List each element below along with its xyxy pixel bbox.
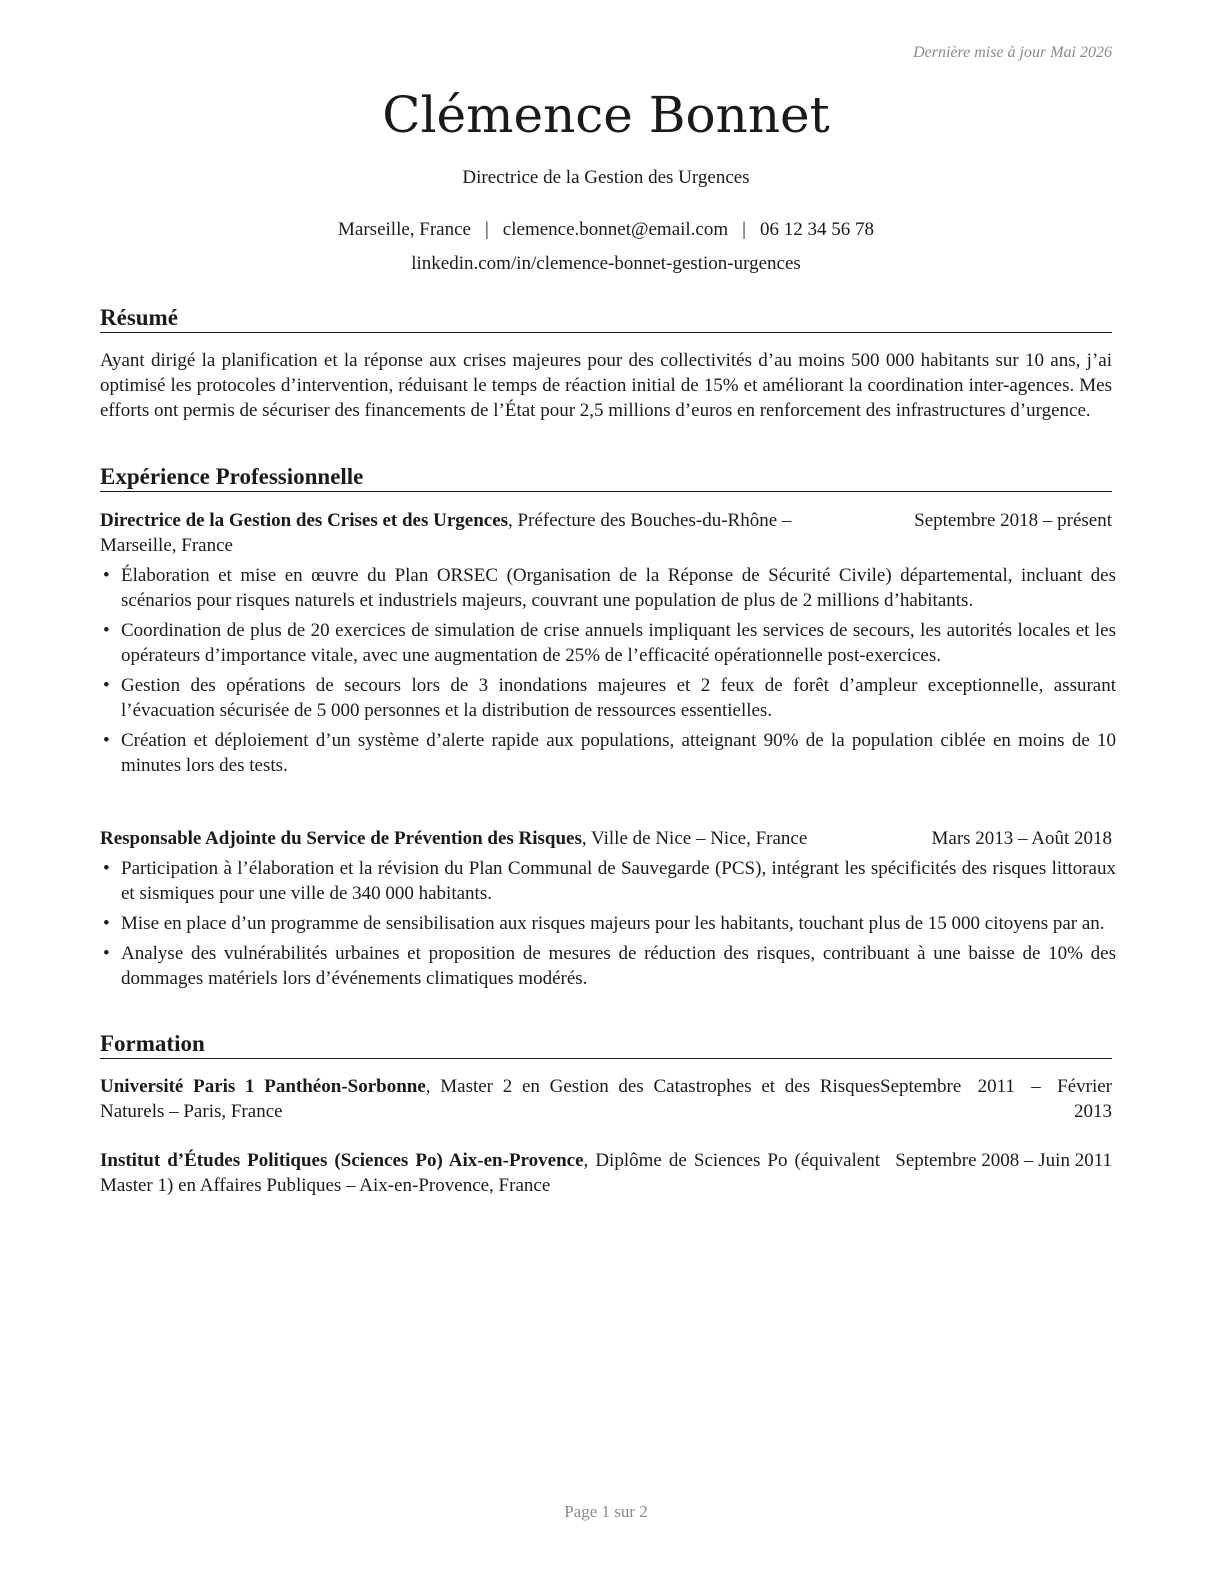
job-dates: Mars 2013 – Août 2018 [931, 828, 1112, 849]
contact-line [100, 219, 1112, 241]
last-updated: Dernière mise à jour Mai 2026 [913, 44, 1112, 61]
education-school: Université Paris 1 Panthéon-Sorbonne [100, 1076, 426, 1097]
job-title: Responsable Adjointe du Service de Prévention des Risques [100, 828, 582, 849]
education-degree: , Master 2 en Gestion des Catastrophes et des Risques Naturels – Paris, France [100, 1076, 881, 1122]
contact-location: Marseille, France [338, 219, 471, 240]
job-header [100, 826, 1112, 851]
contact-separator: | [742, 219, 746, 240]
education-description [100, 1148, 880, 1198]
job-line [100, 828, 807, 849]
education-degree: , Diplôme de Sciences Po (équivalent Master 1) en Affaires Publiques – Aix-en-Provence, France [100, 1150, 880, 1196]
list-item: • Participation à l’élaboration et la révision du Plan Communal de Sauvegarde (PCS), intégrant les spécificités des risques littoraux et sismiques pour une ville de 340 000 habitants. [100, 856, 1116, 906]
contact-phone: 06 12 34 56 78 [759, 219, 874, 240]
job-line [100, 510, 791, 531]
job-bullets [100, 856, 1116, 996]
summary-text: Ayant dirigé la planification et la réponse aux crises majeures pour des collectivités d’au moins 500 000 habitants sur 10 ans, j’ai optimisé les protocoles d’intervention, réduisant le temps de réaction initial de 15% et améliorant la coordination inter-agences. Mes efforts ont permis de sécuriser des financements de l’État pour 2,5 millions d’euros en renforcement des infrastructures d’urgence. [100, 350, 1112, 421]
list-item: • Mise en place d’un programme de sensibilisation aux risques majeurs pour les habitants, touchant plus de 15 000 citoyens par an. [100, 911, 1116, 936]
section-title-experience: Expérience Professionnelle [100, 464, 1112, 492]
section-title-summary: Résumé [100, 305, 1112, 333]
resume-page [100, 0, 1116, 1584]
section-title-education: Formation [100, 1031, 1112, 1059]
job-location: Marseille, France [100, 535, 233, 556]
contact-linkedin[interactable]: linkedin.com/in/clemence-bonnet-gestion-urgences [411, 253, 801, 274]
candidate-name: Clémence Bonnet [382, 86, 830, 144]
job-org: , Préfecture des Bouches-du-Rhône – [508, 510, 792, 531]
education-dates: Septembre 2008 – Juin 2011 [895, 1150, 1112, 1171]
job-title: Directrice de la Gestion des Crises et des Urgences [100, 510, 509, 531]
education-school: Institut d’Études Politiques (Sciences Po) Aix-en-Provence [100, 1150, 584, 1171]
list-item: • Coordination de plus de 20 exercices de simulation de crise annuels impliquant les services de secours, les autorités locales et les opérateurs d’importance vitale, avec une augmentation de 25% de l’efficacité opérationnelle post-exercices. [100, 618, 1116, 668]
list-item: • Élaboration et mise en œuvre du Plan ORSEC (Organisation de la Réponse de Sécurité Civile) départemental, incluant des scénarios pour risques naturels et industriels majeurs, couvrant une population de plus de 2 millions d’habitants. [100, 563, 1116, 613]
list-item: • Création et déploiement d’un système d’alerte rapide aux populations, atteignant 90% de la population ciblée en moins de 10 minutes lors des tests. [100, 728, 1116, 778]
list-item: • Gestion des opérations de secours lors de 3 inondations majeures et 2 feux de forêt d’ampleur exceptionnelle, assurant l’évacuation sécurisée de 5 000 personnes et la distribution de ressources essentielles. [100, 673, 1116, 723]
job-bullets [100, 563, 1116, 783]
job-dates: Septembre 2018 – présent [914, 510, 1112, 531]
education-description [100, 1074, 880, 1124]
page-number: Page 1 sur 2 [564, 1502, 648, 1521]
headline: Directrice de la Gestion des Urgences [462, 167, 750, 188]
job-header [100, 508, 1112, 558]
job-org: , Ville de Nice – Nice, France [581, 828, 808, 849]
list-item: • Analyse des vulnérabilités urbaines et proposition de mesures de réduction des risques, contribuant à une baisse de 10% des dommages matériels lors d’événements climatiques modérés. [100, 941, 1116, 991]
education-dates: Septembre 2011 – Février 2013 [880, 1076, 1112, 1122]
contact-email[interactable]: clemence.bonnet@email.com [502, 219, 729, 240]
contact-separator: | [484, 219, 489, 240]
